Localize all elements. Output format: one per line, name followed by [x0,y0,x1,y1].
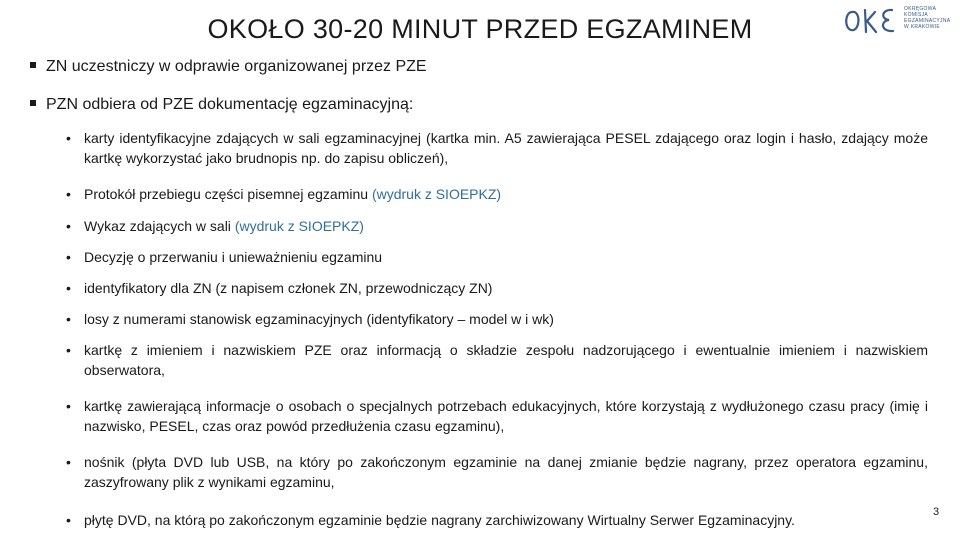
list-item-text: płytę DVD, na którą po zakończonym egzaminie będzie nagrany zarchiwizowany Wirtualny Serwer Egzaminacyjny. [84,512,795,528]
bullet-dot-icon: • [66,280,71,296]
main-bullet-text: ZN uczestniczy w odprawie organizowanej przez PZE [46,58,427,75]
page-number: 3 [933,506,940,518]
list-item [66,184,928,204]
list-item [66,396,928,436]
list-item [66,216,928,236]
main-bullet [30,96,413,114]
oke-logo-mark-icon [842,4,902,38]
list-item-text: kartkę zawierającą informacje o osobach o specjalnych potrzebach edukacyjnych, które korzystają z wydłużonego czasu pracy (imię i nazwisko, PESEL, czas oraz powód przedłużenia czasu egzaminu), [84,398,928,434]
slide-title: OKOŁO 30-20 MINUT PRZED EGZAMINEM [207,14,753,44]
bullet-dot-icon: • [66,454,71,470]
bullet-dot-icon: • [66,311,71,327]
list-item [66,247,928,267]
list-item [66,309,928,329]
list-item-text: nośnik (płyta DVD lub USB, na który po zakończonym egzaminie na danej zmianie będzie nagrany, przez operatora egzaminu, zaszyfrowany plik z wynikami egzaminu, [84,454,928,490]
bullet-dot-icon: • [66,342,71,358]
square-bullet-icon [30,62,36,68]
oke-logo-line: KOMISJA [904,12,929,18]
list-item-text: kartkę z imieniem i nazwiskiem PZE oraz informacją o składzie zespołu nadzorującego i ewentualnie imieniem i nazwiskiem obserwatora, [84,342,928,378]
main-bullet [30,58,427,76]
bullet-dot-icon: • [66,249,71,265]
list-item-text: Decyzję o przerwaniu i unieważnieniu egzaminu [84,249,383,265]
oke-logo-text [904,6,950,30]
list-item-note: (wydruk z SIOEPKZ) [234,218,364,234]
square-bullet-icon [30,100,36,106]
bullet-dot-icon: • [66,186,71,202]
oke-logo [842,4,952,38]
bullet-dot-icon: • [66,218,71,234]
list-item-text: losy z numerami stanowisk egzaminacyjnych (identyfikatory – model w i wk) [84,311,554,327]
list-item [66,128,928,168]
list-item [66,340,928,380]
bullet-dot-icon: • [66,512,71,528]
oke-logo-line: OKRĘGOWA [904,6,937,12]
list-item [66,278,928,298]
list-item-text: Wykaz zdających w sali [84,218,235,234]
list-item-text: Protokół przebiegu części pisemnej egzaminu [84,186,372,202]
list-item [66,510,928,530]
list-item-text: identyfikatory dla ZN (z napisem członek ZN, przewodniczący ZN) [84,280,493,296]
bullet-dot-icon: • [66,398,71,414]
list-item [66,452,928,492]
oke-logo-line: EGZAMINACYJNA [904,18,951,24]
list-item-text: karty identyfikacyjne zdających w sali egzaminacyjnej (kartka min. A5 zawierająca PESEL zdającego oraz login i hasło, zdający może kartkę wykorzystać jako brudnopis np. do zapisu obliczeń), [84,130,928,166]
list-item-note: (wydruk z SIOEPKZ) [371,186,502,202]
oke-logo-line: W KRAKOWIE [904,24,941,30]
main-bullet-text: PZN odbiera od PZE dokumentację egzaminacyjną: [46,96,414,113]
bullet-dot-icon: • [66,130,71,146]
